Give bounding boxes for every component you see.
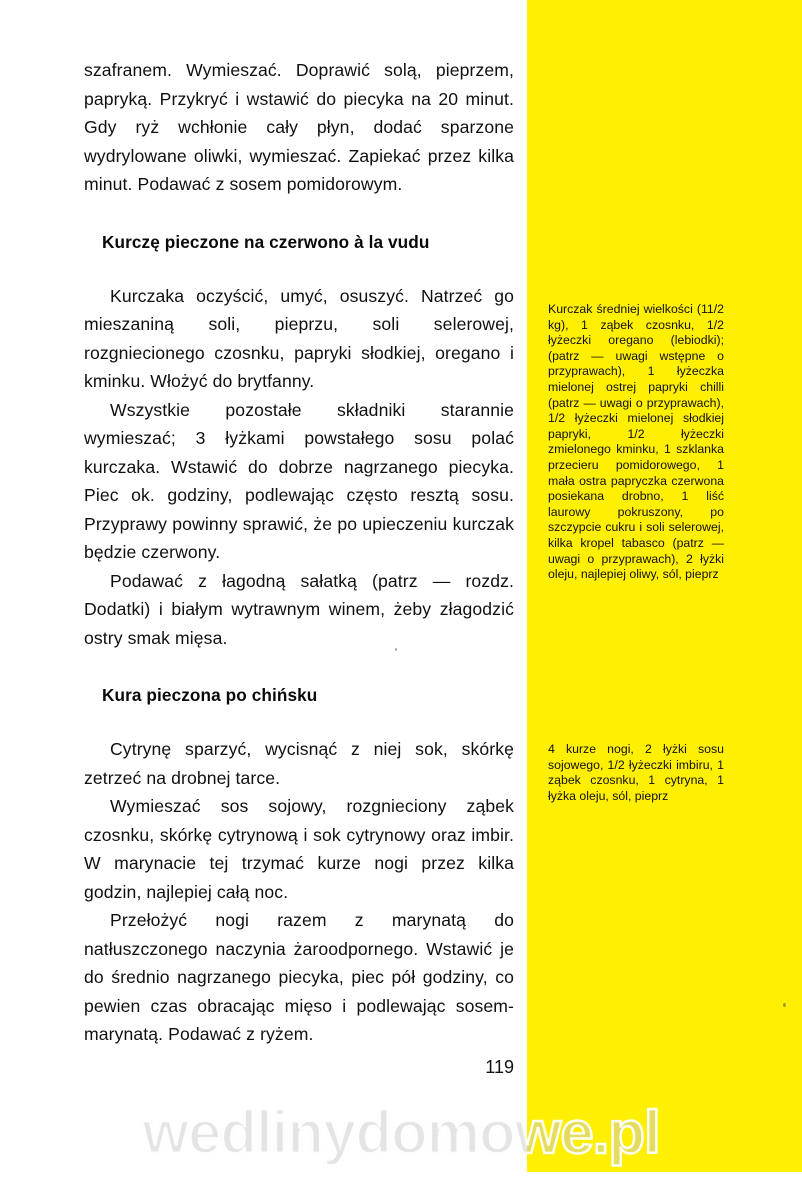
- scan-speck: [783, 1003, 786, 1007]
- recipe-title-kura: Kura pieczona po chińsku: [102, 685, 318, 705]
- recipe-body-text: [84, 56, 514, 1049]
- spacer: [84, 199, 514, 229]
- paragraph: Przełożyć nogi razem z marynatą do natłuszczonego naczynia żaroodpornego. Wstawić je do średnio nagrzanego piecyka, piec pół godziny, co pewien czas obracając mięso i podlewając sosem-marynatą. Podawać z ryżem.: [84, 910, 514, 1044]
- ingredients-note-kura: 4 kurze nogi, 2 łyżki sosu sojowego, 1/2 łyżeczki imbiru, 1 ząbek czosnku, 1 cytryna, 1 łyżka oleju, sól, pieprz: [548, 742, 724, 803]
- paragraph: Podawać z łagodną sałatką (patrz — rozdz. Dodatki) i białym wytrawnym winem, żeby złagodzić ostry smak mięsa.: [84, 570, 514, 648]
- spacer: [84, 255, 514, 282]
- page-number: 119: [485, 1057, 514, 1077]
- spacer: [84, 652, 514, 682]
- sidebar-yellow-strip: [527, 0, 802, 1200]
- ingredients-note-kurcze: Kurczak średniej wielkości (11/2 kg), 1 ząbek czosnku, 1/2 łyżeczki oregano (lebiodki); (patrz — uwagi wstępne o przyprawach), 1 łyżeczka mielonej ostrej papryki chilli (patrz — uwagi o przyprawach), 1/2 łyżeczki mielonej słodkiej papryki, 1/2 łyżeczki zmielonego kminku, 1 szklanka przecieru pomidorowego, 1 mała ostra papryczka czerwona posiekana drobno, 1 liść laurowy pokruszony, po szczypcie cukru i soli selerowej, kilka kropel tabasco (patrz — uwagi o przyprawach), 2 łyżki oleju, najlepiej oliwy, sól, pieprz: [548, 302, 724, 582]
- recipe-title-kurcze: Kurczę pieczone na czerwono à la vudu: [102, 231, 430, 252]
- watermark-text: wedlinydomowe.pl: [142, 1098, 660, 1166]
- paragraph: Kurczaka oczyścić, umyć, osuszyć. Natrzeć go mieszaniną soli, pieprzu, soli selerowej, rozgniecionego czosnku, papryki słodkiej, oregano i kminku. Włożyć do brytfanny.: [84, 285, 514, 391]
- paragraph: Wymieszać sos sojowy, rozgnieciony ząbek czosnku, skórkę cytrynową i sok cytrynowy oraz imbir. W marynacie tej trzymać kurze nogi przez kilka godzin, najlepiej całą noc.: [84, 796, 514, 902]
- paragraph: Cytrynę sparzyć, wycisnąć z niej sok, skórkę zetrzeć na drobnej tarce.: [84, 739, 514, 788]
- spacer: [84, 708, 514, 735]
- page-bottom-band: [0, 1172, 802, 1200]
- scan-speck: [395, 648, 397, 651]
- paragraph-continuation: szafranem. Wymieszać. Doprawić solą, pieprzem, papryką. Przykryć i wstawić do piecyka na 20 minut. Gdy ryż wchłonie cały płyn, dodać sparzone wydrylowane oliwki, wymieszać. Zapiekać przez kilka minut. Podawać z sosem pomidorowym.: [84, 60, 514, 194]
- paragraph: Wszystkie pozostałe składniki starannie wymieszać; 3 łyżkami powstałego sosu polać kurczaka. Wstawić do dobrze nagrzanego piecyka. Piec ok. godziny, podlewając często resztą sosu. Przyprawy powinny sprawić, że po upieczeniu kurczak będzie czerwony.: [84, 399, 514, 562]
